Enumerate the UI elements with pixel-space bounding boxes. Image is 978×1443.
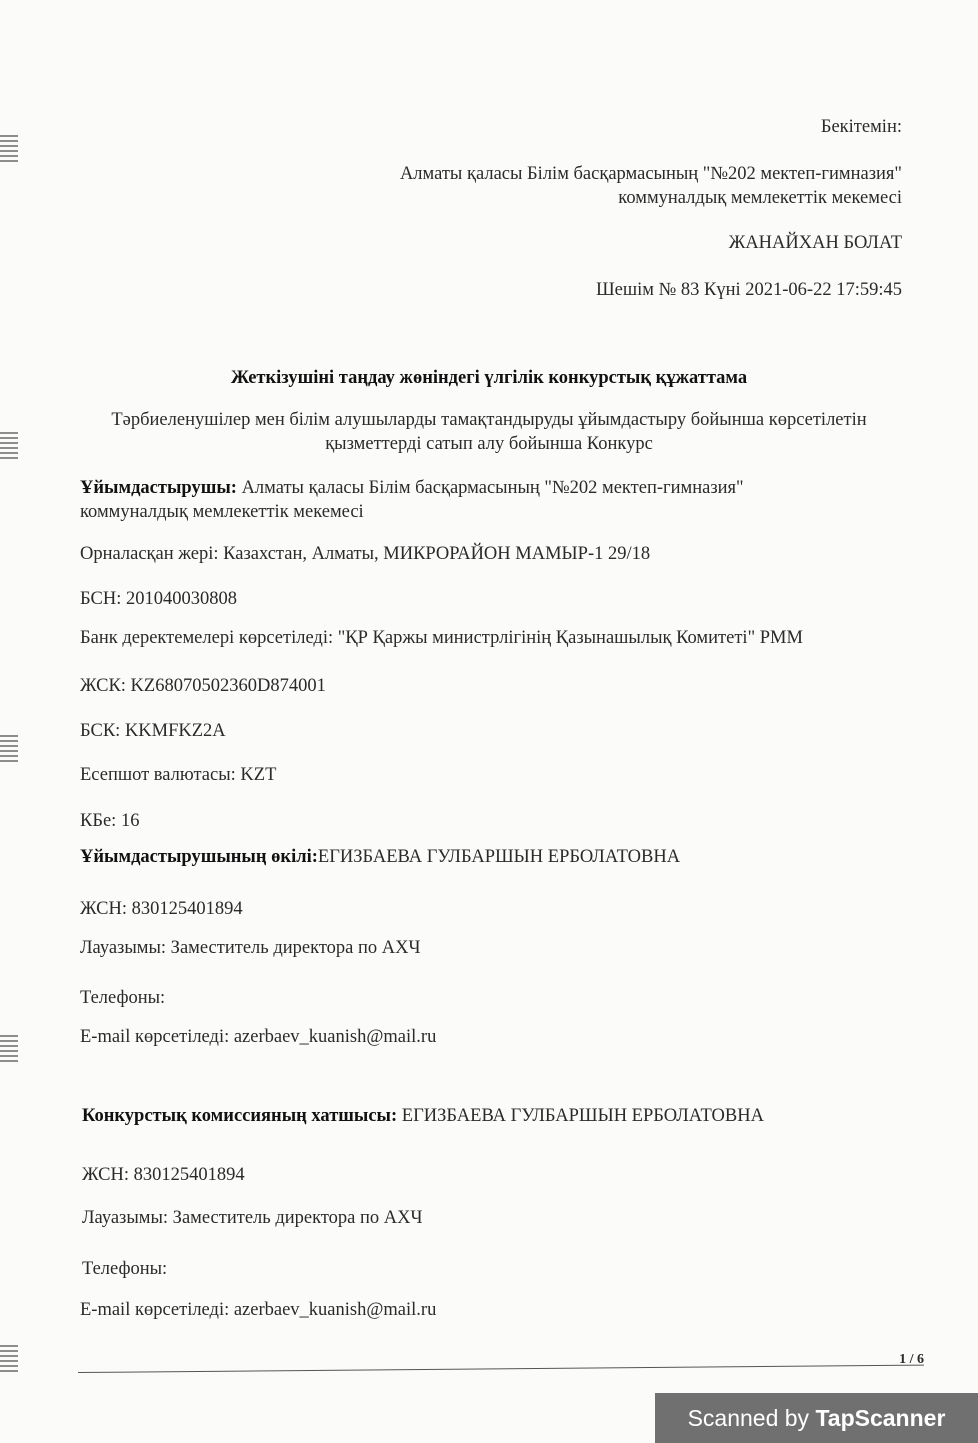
- scanner-watermark: [655, 1393, 978, 1443]
- scan-edge-mark: [0, 1035, 18, 1065]
- scan-edge-mark: [0, 735, 18, 765]
- representative-phones: Телефоны:: [80, 988, 166, 1008]
- decision-info: Шешім № 83 Күні 2021-06-22 17:59:45: [596, 280, 902, 300]
- footer-divider: [78, 1365, 924, 1373]
- subtitle-line2: қызметтерді сатып алу бойынша Конкурс: [325, 434, 653, 454]
- organizer-line: [80, 477, 744, 499]
- secretary-name: ЕГИЗБАЕВА ГУЛБАРШЫН ЕРБОЛАТОВНА: [397, 1106, 764, 1126]
- secretary-iin: ЖСН: 830125401894: [82, 1165, 245, 1185]
- representative-name: ЕГИЗБАЕВА ГУЛБАРШЫН ЕРБОЛАТОВНА: [317, 847, 681, 867]
- approval-label: Бекітемін:: [820, 117, 902, 137]
- representative-email: E-mail көрсетіледі: azerbaev_kuanish@mail.ru: [80, 1027, 437, 1047]
- approver-name: ЖАНАЙХАН БОЛАТ: [728, 233, 902, 253]
- organizer-iik: ЖСК: KZ68070502360D874001: [80, 676, 326, 696]
- secretary-label: Конкурстық комиссияның хатшысы:: [82, 1106, 398, 1126]
- organizer-location: Орналасқан жері: Казахстан, Алматы, МИКРОРАЙОН МАМЫР-1 29/18: [80, 544, 651, 564]
- secretary-position: Лауазымы: Заместитель директора по АХЧ: [82, 1208, 423, 1228]
- organizer-value-line2: коммуналдық мемлекеттік мекемесі: [80, 502, 364, 522]
- approval-org-line2: коммуналдық мемлекеттік мекемесі: [618, 188, 902, 208]
- organizer-label: Ұйымдастырушы:: [80, 478, 237, 498]
- organizer-bin: БСН: 201040030808: [80, 589, 237, 609]
- secretary-phones: Телефоны:: [82, 1259, 168, 1279]
- approval-org-line1: Алматы қаласы Білім басқармасының "№202 мектеп-гимназия": [399, 164, 902, 184]
- organizer-kbe: КБе: 16: [80, 811, 140, 831]
- representative-position: Лауазымы: Заместитель директора по АХЧ: [80, 938, 421, 958]
- scan-edge-mark: [0, 135, 18, 165]
- organizer-currency: Есепшот валютасы: KZT: [80, 765, 277, 785]
- subtitle-line1: Тәрбиеленушілер мен білім алушыларды тамақтандыруды ұйымдастыру бойынша көрсетілетін: [111, 410, 867, 430]
- organizer-value: Алматы қаласы Білім басқармасының "№202 мектеп-гимназия": [236, 478, 744, 498]
- watermark-brand: TapScanner: [815, 1405, 946, 1431]
- document-title: Жеткізушіні таңдау жөніндегі үлгілік конкурстық құжаттама: [230, 368, 748, 388]
- representative-iin: ЖСН: 830125401894: [80, 899, 243, 919]
- representative-line: [80, 846, 680, 868]
- secretary-line: [82, 1105, 764, 1127]
- secretary-email: E-mail көрсетіледі: azerbaev_kuanish@mail.ru: [80, 1300, 437, 1320]
- organizer-bank: Банк деректемелері көрсетіледі: "ҚР Қаржы министрлігінің Қазынашылық Комитеті" РММ: [80, 628, 803, 648]
- watermark-prefix: Scanned by: [687, 1405, 816, 1431]
- organizer-bik: БСК: KKMFKZ2A: [80, 721, 226, 741]
- representative-label: Ұйымдастырушының өкілі:: [80, 847, 318, 867]
- page-number: 1 / 6: [899, 1352, 924, 1367]
- scan-edge-mark: [0, 1345, 18, 1375]
